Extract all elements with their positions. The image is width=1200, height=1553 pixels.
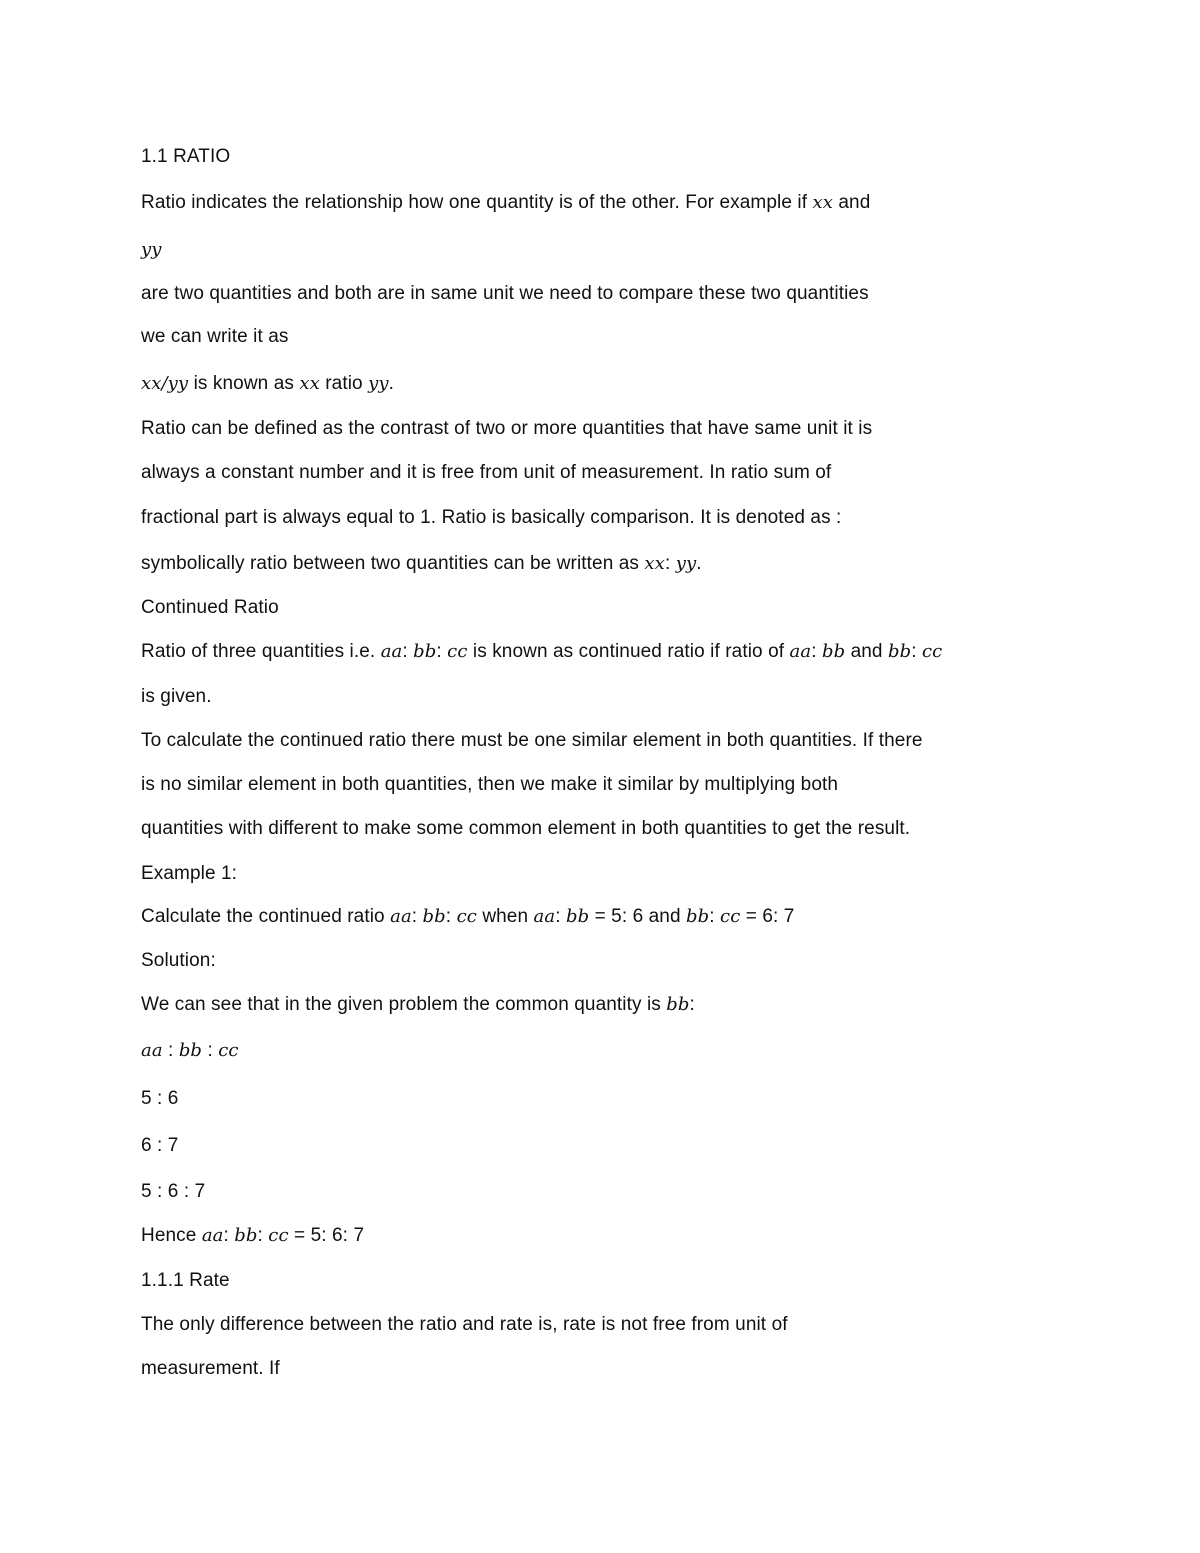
- math-symbol: bb: [422, 906, 446, 927]
- subheading: [141, 596, 279, 620]
- paragraph-line: [141, 640, 942, 664]
- text-run: = 6: 7: [740, 906, 795, 927]
- math-symbol: cc: [268, 1225, 289, 1246]
- text-run: :: [202, 1040, 219, 1061]
- text-run: :: [709, 906, 721, 927]
- paragraph-line: [141, 1357, 280, 1381]
- paragraph-line: [141, 993, 695, 1017]
- math-symbol: yy: [675, 553, 697, 574]
- paragraph-line: [141, 1224, 364, 1248]
- math-symbol: aa: [533, 906, 556, 927]
- ratio-line: [141, 1087, 178, 1111]
- math-symbol: bb: [178, 1040, 203, 1061]
- text-run: Solution:: [141, 950, 216, 971]
- math-symbol: xx: [644, 553, 665, 574]
- math-symbol: aa: [390, 906, 412, 927]
- math-symbol: xx: [812, 192, 833, 213]
- math-symbol: cc: [921, 641, 943, 662]
- text-run: To calculate the continued ratio there must be one similar element in both quantities. If there: [141, 730, 923, 751]
- math-symbol: cc: [720, 906, 741, 927]
- text-run: 6 : 7: [141, 1135, 179, 1156]
- math-symbol: cc: [456, 906, 477, 927]
- text-run: :: [445, 906, 457, 927]
- text-run: 1.1.1 Rate: [141, 1270, 230, 1291]
- text-run: 5 : 6: [141, 1088, 179, 1109]
- text-run: = 5: 6 and: [589, 906, 687, 927]
- text-run: :: [402, 641, 414, 662]
- text-run: ratio: [319, 373, 369, 394]
- paragraph-line: [141, 817, 910, 841]
- text-run: are two quantities and both are in same unit we need to compare these two quantities: [141, 283, 869, 304]
- text-run: Ratio of three quantities i.e.: [141, 641, 381, 662]
- text-run: :: [664, 553, 676, 574]
- text-run: :: [257, 1225, 269, 1246]
- math-symbol: yy: [368, 373, 389, 394]
- text-run: We can see that in the given problem the common quantity is: [141, 994, 667, 1015]
- text-run: is no similar element in both quantities, then we make it similar by multiplying both: [141, 774, 839, 795]
- paragraph-line: [141, 729, 923, 753]
- math-symbol: bb: [565, 906, 590, 927]
- math-symbol: bb: [234, 1225, 258, 1246]
- math-symbol: cc: [447, 641, 468, 662]
- solution-heading: [141, 949, 216, 973]
- paragraph-line: [141, 552, 702, 576]
- math-symbol: cc: [218, 1040, 239, 1061]
- paragraph-line: [141, 282, 869, 306]
- math-symbol: aa: [789, 641, 812, 662]
- text-run: Calculate the continued ratio: [141, 906, 391, 927]
- paragraph-line: [141, 685, 212, 709]
- text-run: when: [476, 906, 534, 927]
- text-run: 1.1 RATIO: [141, 146, 231, 167]
- math-symbol: bb: [686, 906, 710, 927]
- text-run: fractional part is always equal to 1. Ratio is basically comparison. It is denoted as :: [141, 507, 842, 528]
- text-run: Hence: [141, 1225, 202, 1246]
- text-run: is known as continued ratio if ratio of: [467, 641, 790, 662]
- section-heading: [141, 145, 230, 169]
- math-symbol: xx: [299, 373, 320, 394]
- text-run: :: [162, 1040, 179, 1061]
- paragraph-line: [141, 506, 841, 530]
- paragraph-line: [141, 905, 794, 929]
- math-symbol: bb: [821, 641, 846, 662]
- text-run: always a constant number and it is free from unit of measurement. In ratio sum of: [141, 462, 832, 483]
- paragraph-line: [141, 325, 289, 349]
- paragraph-line: [141, 191, 870, 215]
- paragraph-line: [141, 372, 394, 396]
- text-run: The only difference between the ratio and rate is, rate is not free from unit of: [141, 1314, 788, 1335]
- text-run: measurement. If: [141, 1358, 280, 1379]
- math-symbol: aa: [201, 1225, 224, 1246]
- math-symbol: aa: [380, 641, 403, 662]
- paragraph-line: [141, 773, 838, 797]
- ratio-line: [141, 1039, 239, 1063]
- paragraph-line: [141, 238, 162, 262]
- paragraph-line: [141, 461, 831, 485]
- math-symbol: aa: [141, 1040, 163, 1061]
- example-heading: [141, 862, 237, 886]
- text-run: :: [911, 641, 922, 662]
- text-run: .: [696, 553, 702, 574]
- text-run: Ratio indicates the relationship how one quantity is of the other. For example if: [141, 192, 813, 213]
- text-run: is given.: [141, 686, 212, 707]
- math-symbol: yy: [141, 239, 162, 260]
- ratio-line: [141, 1134, 178, 1158]
- ratio-line: [141, 1180, 205, 1204]
- text-run: :: [811, 641, 822, 662]
- text-run: .: [388, 373, 395, 394]
- text-run: :: [436, 641, 448, 662]
- text-run: :: [223, 1225, 235, 1246]
- subsection-heading: [141, 1269, 230, 1293]
- text-run: quantities with different to make some common element in both quantities to get the result.: [141, 818, 911, 839]
- paragraph-line: [141, 1313, 788, 1337]
- text-run: :: [689, 994, 695, 1015]
- paragraph-line: [141, 417, 872, 441]
- text-run: is known as: [188, 373, 300, 394]
- text-run: and: [845, 641, 888, 662]
- text-run: Ratio can be defined as the contrast of two or more quantities that have same unit it is: [141, 418, 873, 439]
- text-run: = 5: 6: 7: [288, 1225, 365, 1246]
- math-symbol: bb: [666, 994, 690, 1015]
- text-run: :: [555, 906, 566, 927]
- text-run: Continued Ratio: [141, 597, 279, 618]
- text-run: :: [411, 906, 423, 927]
- text-run: we can write it as: [141, 326, 289, 347]
- math-symbol: xx/yy: [141, 373, 189, 394]
- text-run: 5 : 6 : 7: [141, 1181, 206, 1202]
- text-run: and: [832, 192, 871, 213]
- math-symbol: bb: [887, 641, 912, 662]
- text-run: Example 1:: [141, 863, 238, 884]
- text-run: symbolically ratio between two quantities can be written as: [141, 553, 645, 574]
- math-symbol: bb: [413, 641, 437, 662]
